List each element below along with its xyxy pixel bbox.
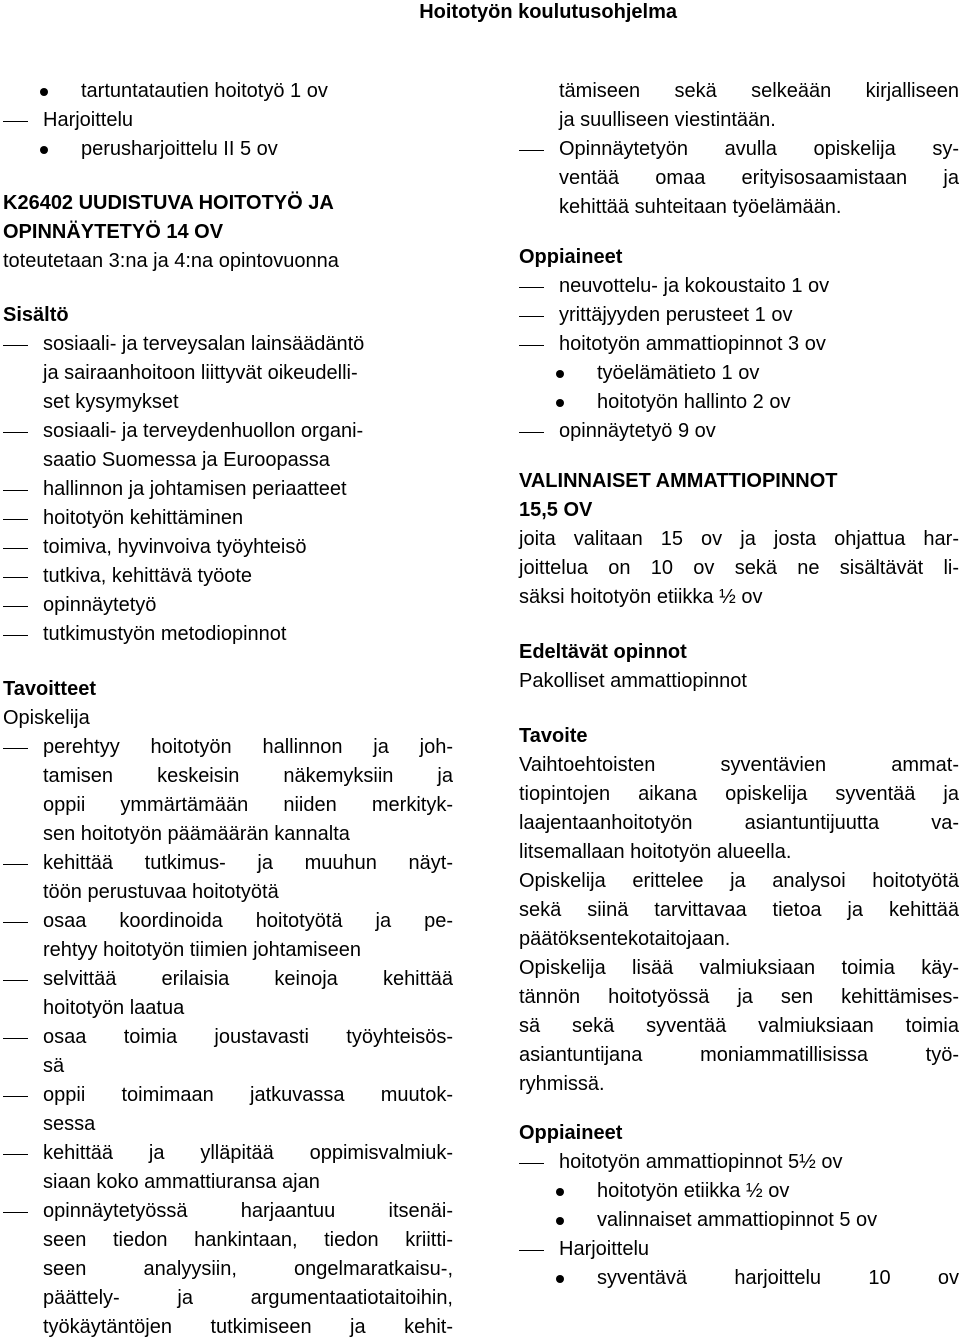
section-heading — [3, 675, 453, 704]
line-text: Oppiaineet — [519, 1122, 623, 1144]
dash-list-item — [519, 1235, 959, 1264]
dash-list-item — [3, 475, 453, 504]
bullet-list-item — [519, 359, 959, 388]
dash-list-item — [3, 849, 453, 878]
line-text: rehtyy hoitotyön tiimien johtamiseen — [43, 939, 361, 961]
spacer — [519, 222, 959, 243]
line-text: laajentaanhoitotyön asiantuntijuutta va- — [519, 812, 959, 834]
line-text: valinnaiset ammattiopinnot 5 ov — [597, 1209, 878, 1231]
line-text: Opinnäytetyön avulla opiskelija sy- — [559, 138, 959, 160]
line-text: päättely- ja argumentaatiotaitoihin, — [43, 1287, 453, 1309]
line-text: saatio Suomessa ja Euroopassa — [43, 449, 330, 471]
line-text: sekä siinä tarvittavaa tietoa ja kehittää — [519, 899, 959, 921]
line-text: Pakolliset ammattiopinnot — [519, 670, 747, 692]
line-text: yrittäjyyden perusteet 1 ov — [559, 304, 793, 326]
line-text: tämiseen sekä selkeään kirjalliseen — [559, 80, 959, 102]
section-heading — [519, 638, 959, 667]
paragraph-line — [519, 525, 959, 554]
paragraph-line — [519, 925, 959, 954]
line-text: joita valitaan 15 ov ja josta ohjattua har- — [519, 528, 959, 550]
line-text: tamisen keskeisin näkemyksiin ja — [43, 765, 453, 787]
line-text: hoitotyön hallinto 2 ov — [597, 391, 791, 413]
line-text: ja sairaanhoitoon liittyvät oikeudelli- — [43, 362, 358, 384]
spacer — [3, 649, 453, 675]
paragraph-line — [519, 954, 959, 983]
line-text: päätöksentekotaitojaan. — [519, 928, 731, 950]
line-text: oppii toimimaan jatkuvassa muutok- — [43, 1084, 453, 1106]
line-text: Tavoitteet — [3, 678, 96, 700]
paragraph-line — [3, 247, 453, 276]
line-text: hoitotyön etiikka ½ ov — [597, 1180, 790, 1202]
list-item-continuation — [519, 164, 959, 193]
line-text: Opiskelija erittelee ja analysoi hoitotyötä — [519, 870, 959, 892]
bullet-list-item — [519, 1264, 959, 1293]
line-text: sessa — [43, 1113, 96, 1135]
line-text: seen tiedon hankintaan, tiedon kriitti- — [43, 1229, 453, 1251]
paragraph-line — [519, 1041, 959, 1070]
line-text: asiantuntijana moniammatillisissa työ- — [519, 1044, 959, 1066]
list-item-continuation — [3, 1284, 453, 1313]
line-text: sosiaali- ja terveysalan lainsäädäntö — [43, 333, 365, 355]
list-item-continuation — [3, 1226, 453, 1255]
left-column — [3, 77, 453, 1342]
line-text: perusharjoittelu II 5 ov — [81, 138, 278, 160]
paragraph-line — [519, 1012, 959, 1041]
line-text: set kysymykset — [43, 391, 179, 413]
paragraph-line — [519, 983, 959, 1012]
line-text: työkäytäntöjen tutkimiseen ja kehit- — [43, 1316, 453, 1338]
line-text: ryhmissä. — [519, 1073, 605, 1095]
line-text: selvittää erilaisia keinoja kehittää — [43, 968, 453, 990]
dash-list-item — [3, 562, 453, 591]
line-text: syventävä harjoittelu 10 ov — [597, 1267, 959, 1289]
line-text: hoitotyön kehittäminen — [43, 507, 244, 529]
section-heading — [3, 218, 453, 247]
line-text: K26402 UUDISTUVA HOITOTYÖ JA — [3, 192, 334, 214]
line-text: kehittää tutkimus- ja muuhun näyt- — [43, 852, 453, 874]
bullet-list-item — [3, 135, 453, 164]
line-text: Oppiaineet — [519, 246, 623, 268]
list-item-continuation — [3, 878, 453, 907]
line-text: litsemallaan hoitotyön alueella. — [519, 841, 792, 863]
paragraph-line — [519, 667, 959, 696]
dash-list-item — [519, 1148, 959, 1177]
dash-list-item — [3, 504, 453, 533]
dash-list-item — [3, 106, 453, 135]
dash-list-item — [3, 733, 453, 762]
line-text: säksi hoitotyön etiikka ½ ov — [519, 586, 763, 608]
line-text: siaan koko ammattiuransa ajan — [43, 1171, 320, 1193]
line-text: hoitotyön laatua — [43, 997, 185, 1019]
line-text: tartuntatautien hoitotyö 1 ov — [81, 80, 328, 102]
line-text: Opiskelija — [3, 707, 90, 729]
section-heading — [519, 1119, 959, 1148]
line-text: Sisältö — [3, 304, 69, 326]
list-item-continuation — [3, 791, 453, 820]
line-text: sä — [43, 1055, 65, 1077]
line-text: osaa koordinoida hoitotyötä ja pe- — [43, 910, 453, 932]
list-item-continuation — [3, 388, 453, 417]
line-text: kehittää ja ylläpitää oppimisvalmiuk- — [43, 1142, 453, 1164]
paragraph-line — [519, 751, 959, 780]
line-text: 15,5 OV — [519, 499, 593, 521]
section-heading — [519, 496, 959, 525]
line-text: kehittää suhteitaan työelämään. — [559, 196, 842, 218]
paragraph-line — [519, 554, 959, 583]
paragraph-line — [519, 1070, 959, 1099]
spacer — [519, 446, 959, 467]
line-text: opinnäytetyö — [43, 594, 157, 616]
list-item-continuation — [3, 936, 453, 965]
paragraph-line — [519, 867, 959, 896]
paragraph-line — [3, 704, 453, 733]
bullet-list-item — [519, 388, 959, 417]
section-heading — [3, 301, 453, 330]
line-text: tiopintojen aikana opiskelija syventää ja — [519, 783, 959, 805]
line-text: tutkiva, kehittävä työote — [43, 565, 253, 587]
line-text: Edeltävät opinnot — [519, 641, 687, 663]
dash-list-item — [3, 907, 453, 936]
dash-list-item — [3, 965, 453, 994]
dash-list-item — [3, 1081, 453, 1110]
line-text: perehtyy hoitotyön hallinnon ja joh- — [43, 736, 453, 758]
line-text: ventää omaa erityisosaamistaan ja — [559, 167, 959, 189]
dash-list-item — [519, 301, 959, 330]
bullet-list-item — [519, 1177, 959, 1206]
bullet-list-item — [519, 1206, 959, 1235]
line-text: toteutetaan 3:na ja 4:na opintovuonna — [3, 250, 339, 272]
list-item-continuation — [3, 446, 453, 475]
paragraph-line — [519, 780, 959, 809]
section-heading — [519, 467, 959, 496]
line-text: joittelua on 10 ov sekä ne sisältävät li- — [519, 557, 959, 579]
line-text: opinnäytetyössä harjaantuu itsenäi- — [43, 1200, 453, 1222]
paragraph-line — [519, 838, 959, 867]
line-text: Vaihtoehtoisten syventävien ammat- — [519, 754, 959, 776]
line-text: toimiva, hyvinvoiva työyhteisö — [43, 536, 307, 558]
line-text: töön perustuvaa hoitotyötä — [43, 881, 279, 903]
line-text: Tavoite — [519, 725, 588, 747]
line-text: tutkimustyön metodiopinnot — [43, 623, 287, 645]
dash-list-item — [519, 135, 959, 164]
right-column — [519, 77, 959, 1293]
bullet-list-item — [3, 77, 453, 106]
line-text: Opiskelija lisää valmiuksiaan toimia käy- — [519, 957, 959, 979]
dash-list-item — [3, 1023, 453, 1052]
line-text: ja suulliseen viestintään. — [559, 109, 776, 131]
section-heading — [3, 189, 453, 218]
section-heading — [519, 722, 959, 751]
list-item-continuation — [3, 762, 453, 791]
dash-list-item — [519, 417, 959, 446]
section-heading — [519, 243, 959, 272]
line-text: Harjoittelu — [559, 1238, 650, 1260]
page-title: Hoitotyön koulutusohjelma — [419, 1, 677, 23]
line-text: oppii ymmärtämään niiden merkityk- — [43, 794, 453, 816]
line-text: sen hoitotyön päämäärän kannalta — [43, 823, 350, 845]
line-text: neuvottelu- ja kokoustaito 1 ov — [559, 275, 830, 297]
page-header — [0, 0, 960, 24]
list-item-continuation — [3, 359, 453, 388]
dash-list-item — [3, 620, 453, 649]
line-text: Harjoittelu — [43, 109, 134, 131]
dash-list-item — [519, 272, 959, 301]
line-text: seen analyysiin, ongelmaratkaisu-, — [43, 1258, 453, 1280]
spacer — [3, 276, 453, 301]
dash-list-item — [3, 533, 453, 562]
spacer — [519, 1099, 959, 1119]
paragraph-line — [519, 809, 959, 838]
list-item-continuation — [3, 1110, 453, 1139]
line-text: sosiaali- ja terveydenhuollon organi- — [43, 420, 364, 442]
line-text: VALINNAISET AMMATTIOPINNOT — [519, 470, 838, 492]
line-text: hoitotyön ammattiopinnot 3 ov — [559, 333, 826, 355]
list-item-continuation — [519, 193, 959, 222]
dash-list-item — [3, 417, 453, 446]
list-item-continuation — [3, 994, 453, 1023]
line-text: hoitotyön ammattiopinnot 5½ ov — [559, 1151, 843, 1173]
line-text: osaa toimia joustavasti työyhteisös- — [43, 1026, 453, 1048]
line-text: sä sekä syventää valmiuksiaan toimia — [519, 1015, 959, 1037]
dash-list-item — [3, 330, 453, 359]
spacer — [519, 612, 959, 638]
paragraph-line — [519, 896, 959, 925]
list-item-continuation — [3, 1255, 453, 1284]
dash-list-item — [3, 1197, 453, 1226]
line-text: OPINNÄYTETYÖ 14 OV — [3, 221, 224, 243]
dash-list-item — [3, 591, 453, 620]
spacer — [519, 696, 959, 722]
list-item-continuation — [3, 1052, 453, 1081]
list-item-continuation — [3, 1168, 453, 1197]
dash-list-item — [519, 330, 959, 359]
list-item-continuation — [519, 106, 959, 135]
spacer — [3, 164, 453, 189]
line-text: opinnäytetyö 9 ov — [559, 420, 716, 442]
list-item-continuation — [519, 77, 959, 106]
line-text: hallinnon ja johtamisen periaatteet — [43, 478, 347, 500]
dash-list-item — [3, 1139, 453, 1168]
list-item-continuation — [3, 820, 453, 849]
line-text: työelämätieto 1 ov — [597, 362, 760, 384]
paragraph-line — [519, 583, 959, 612]
line-text: tännön hoitotyössä ja sen kehittämises- — [519, 986, 959, 1008]
